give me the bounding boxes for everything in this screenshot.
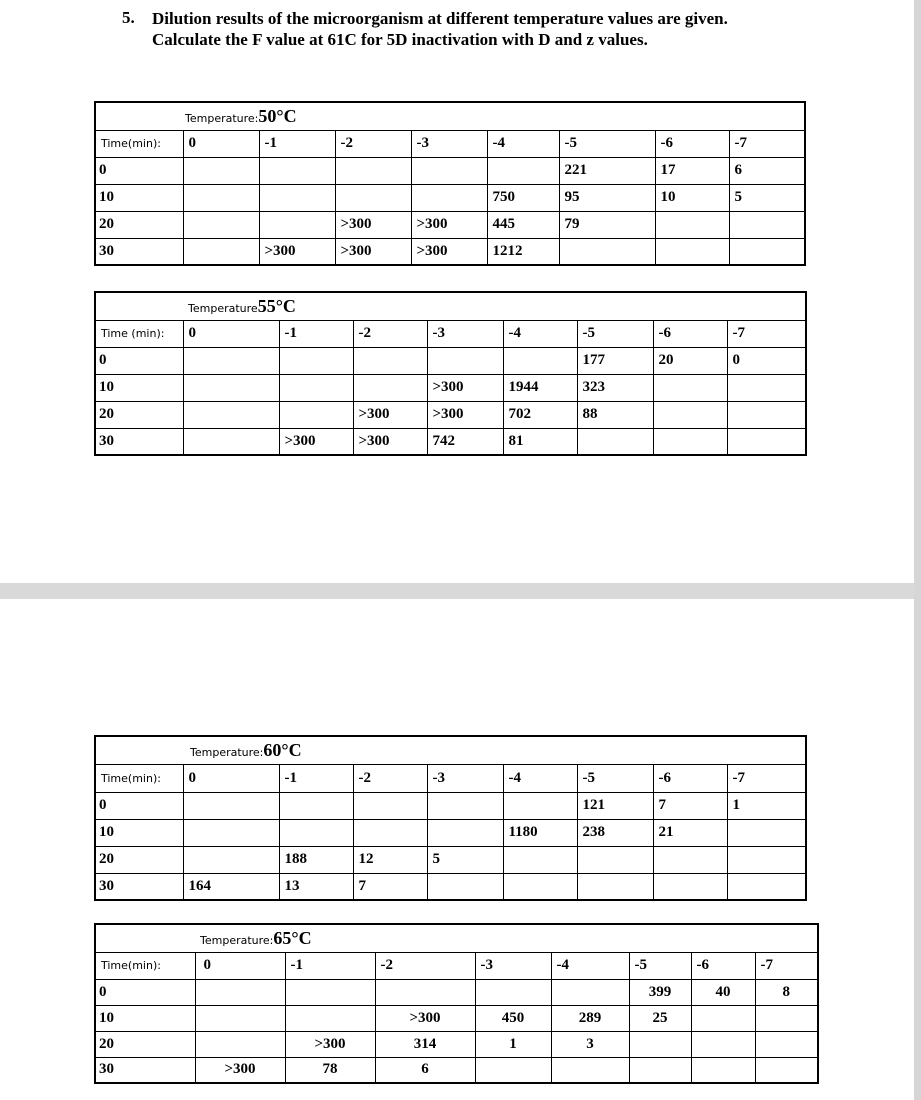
dilution-header: -5 [577,320,653,347]
count-cell [727,873,806,900]
count-cell [183,184,259,211]
count-cell [411,157,487,184]
count-cell [727,819,806,846]
count-cell [279,792,353,819]
count-cell [183,374,279,401]
table-row [95,1057,818,1083]
count-cell [629,1031,691,1057]
table-65c [94,923,819,1084]
time-cell: 20 [95,211,183,238]
dilution-header: -7 [727,764,806,792]
count-cell: >300 [279,428,353,455]
count-cell [183,846,279,873]
count-cell: 1944 [503,374,577,401]
count-cell [551,979,629,1005]
time-cell: 10 [95,1005,195,1031]
dilution-header: -3 [427,320,503,347]
count-cell [653,374,727,401]
dilution-header: 0 [195,952,285,979]
count-cell: 17 [655,157,729,184]
count-cell: >300 [353,428,427,455]
time-header: Time(min): [95,764,183,792]
dilution-header: -7 [755,952,818,979]
count-cell: >300 [353,401,427,428]
question-number: 5. [122,8,135,27]
time-cell: 10 [95,819,183,846]
table-row [95,979,818,1005]
table-row [95,401,806,428]
count-cell [727,428,806,455]
time-cell: 30 [95,428,183,455]
count-cell: >300 [285,1031,375,1057]
count-cell: 0 [727,347,806,374]
dilution-header: -7 [729,130,805,157]
dilution-header: 0 [183,764,279,792]
count-cell [427,792,503,819]
dilution-header: -6 [655,130,729,157]
count-cell [577,846,653,873]
count-cell: 6 [729,157,805,184]
dilution-header: -4 [503,764,577,792]
dilution-header: -2 [375,952,475,979]
count-cell [727,374,806,401]
count-cell [285,979,375,1005]
count-cell: 13 [279,873,353,900]
time-header: Time (min): [95,320,183,347]
count-cell: 399 [629,979,691,1005]
table-row [95,347,806,374]
count-cell: 450 [475,1005,551,1031]
count-cell: >300 [427,374,503,401]
count-cell: 81 [503,428,577,455]
count-cell [279,819,353,846]
time-cell: 30 [95,873,183,900]
count-cell: 221 [559,157,655,184]
count-cell: >300 [411,211,487,238]
count-cell: 25 [629,1005,691,1031]
count-cell [653,428,727,455]
page-separator [0,583,914,599]
count-cell [183,211,259,238]
temperature-heading: Temperature:50°C [183,102,805,130]
dilution-header: -6 [653,764,727,792]
count-cell [691,1031,755,1057]
dilution-header: -6 [653,320,727,347]
count-cell [195,1031,285,1057]
dilution-header: -4 [551,952,629,979]
count-cell: >300 [375,1005,475,1031]
count-cell: 5 [729,184,805,211]
time-cell: 0 [95,347,183,374]
count-cell [279,401,353,428]
time-cell: 0 [95,979,195,1005]
count-cell [183,157,259,184]
count-cell: >300 [195,1057,285,1083]
count-cell: 3 [551,1031,629,1057]
time-cell: 10 [95,374,183,401]
table-row [95,792,806,819]
count-cell [755,1057,818,1083]
count-cell [427,347,503,374]
count-cell [629,1057,691,1083]
dilution-header: 0 [183,130,259,157]
count-cell [183,428,279,455]
temperature-heading: Temperature55°C [183,292,806,320]
count-cell [577,873,653,900]
dilution-header: -1 [259,130,335,157]
count-cell: 8 [755,979,818,1005]
count-cell [259,157,335,184]
count-cell: 5 [427,846,503,873]
count-cell [195,1005,285,1031]
dilution-header: -5 [559,130,655,157]
count-cell: >300 [335,211,411,238]
dilution-header: 0 [183,320,279,347]
count-cell [335,184,411,211]
count-cell: 1212 [487,238,559,265]
table-row [95,184,805,211]
page-edge [914,0,921,1100]
count-cell [755,1005,818,1031]
count-cell: 1 [727,792,806,819]
count-cell: 40 [691,979,755,1005]
count-cell [655,211,729,238]
dilution-header: -4 [503,320,577,347]
table-row [95,1031,818,1057]
dilution-header: -2 [353,320,427,347]
temperature-heading: Temperature:60°C [183,736,806,764]
count-cell [353,347,427,374]
count-cell: 323 [577,374,653,401]
count-cell [259,211,335,238]
time-cell: 30 [95,238,183,265]
count-cell: 314 [375,1031,475,1057]
table-row [95,846,806,873]
count-cell: 289 [551,1005,629,1031]
time-header: Time(min): [95,952,195,979]
time-cell: 20 [95,846,183,873]
count-cell [183,238,259,265]
table-row [95,211,805,238]
count-cell: 88 [577,401,653,428]
dilution-header: -3 [475,952,551,979]
count-cell: 12 [353,846,427,873]
count-cell: 1180 [503,819,577,846]
count-cell [653,873,727,900]
count-cell [279,347,353,374]
table-row [95,238,805,265]
count-cell: 750 [487,184,559,211]
count-cell [285,1005,375,1031]
count-cell: 7 [353,873,427,900]
count-cell [551,1057,629,1083]
table-row [95,873,806,900]
dilution-header: -4 [487,130,559,157]
count-cell [475,1057,551,1083]
count-cell [411,184,487,211]
dilution-header: -1 [279,320,353,347]
count-cell [727,846,806,873]
dilution-header: -1 [279,764,353,792]
count-cell: 6 [375,1057,475,1083]
count-cell [691,1057,755,1083]
count-cell [503,792,577,819]
dilution-header: -6 [691,952,755,979]
table-55c [94,291,807,456]
table-50c [94,101,806,266]
count-cell: 164 [183,873,279,900]
count-cell: 188 [279,846,353,873]
count-cell [427,819,503,846]
table-60c [94,735,807,901]
count-cell [259,184,335,211]
question-text [152,8,728,50]
time-cell: 10 [95,184,183,211]
dilution-header: -1 [285,952,375,979]
count-cell [727,401,806,428]
count-cell [503,873,577,900]
time-cell: 20 [95,401,183,428]
table-row [95,157,805,184]
count-cell: 445 [487,211,559,238]
count-cell [653,846,727,873]
dilution-header: -3 [411,130,487,157]
count-cell [755,1031,818,1057]
count-cell: 21 [653,819,727,846]
count-cell [729,238,805,265]
count-cell [279,374,353,401]
count-cell [353,792,427,819]
count-cell [729,211,805,238]
dilution-header: -2 [353,764,427,792]
count-cell: 742 [427,428,503,455]
time-cell: 0 [95,792,183,819]
count-cell [183,792,279,819]
count-cell: 7 [653,792,727,819]
count-cell: 702 [503,401,577,428]
count-cell: >300 [335,238,411,265]
dilution-header: -3 [427,764,503,792]
count-cell [335,157,411,184]
count-cell [183,347,279,374]
count-cell [375,979,475,1005]
count-cell [183,401,279,428]
question-line-1: Dilution results of the microorganism at different temperature values are given. [152,9,728,28]
table-row [95,428,806,455]
count-cell: 79 [559,211,655,238]
count-cell [577,428,653,455]
time-cell: 0 [95,157,183,184]
count-cell: >300 [427,401,503,428]
dilution-header: -7 [727,320,806,347]
count-cell: >300 [259,238,335,265]
dilution-header: -5 [577,764,653,792]
count-cell [195,979,285,1005]
count-cell [353,819,427,846]
dilution-header: -5 [629,952,691,979]
count-cell [655,238,729,265]
time-cell: 20 [95,1031,195,1057]
count-cell [503,846,577,873]
count-cell [559,238,655,265]
count-cell [503,347,577,374]
count-cell [427,873,503,900]
count-cell: 10 [655,184,729,211]
question-line-2: Calculate the F value at 61C for 5D inactivation with D and z values. [152,30,648,49]
count-cell [691,1005,755,1031]
count-cell: 78 [285,1057,375,1083]
table-row [95,374,806,401]
count-cell [487,157,559,184]
count-cell [183,819,279,846]
table-row [95,1005,818,1031]
count-cell: 238 [577,819,653,846]
count-cell: 1 [475,1031,551,1057]
count-cell [475,979,551,1005]
count-cell: 121 [577,792,653,819]
count-cell [653,401,727,428]
table-row [95,819,806,846]
count-cell [353,374,427,401]
count-cell: 20 [653,347,727,374]
count-cell: >300 [411,238,487,265]
count-cell: 177 [577,347,653,374]
time-cell: 30 [95,1057,195,1083]
time-header: Time(min): [95,130,183,157]
count-cell: 95 [559,184,655,211]
dilution-header: -2 [335,130,411,157]
temperature-heading: Temperature:65°C [195,924,818,952]
